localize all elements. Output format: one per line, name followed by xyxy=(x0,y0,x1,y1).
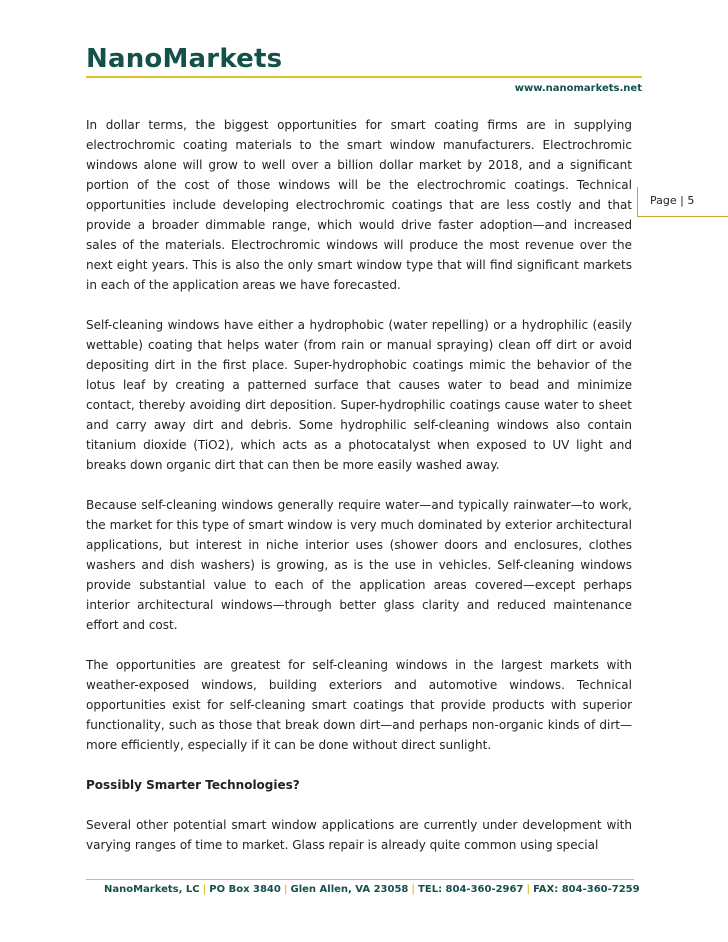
page-number-marker xyxy=(637,187,728,217)
paragraph-opportunities: The opportunities are greatest for self-cleaning windows in the largest markets with weather-exposed windows, building exteriors and automotive windows. Technical opportunities exist for self-cleaning smart coatings that provide products with superior functionality, such as those that break down dirt—and perhaps non-organic kinds of dirt—more efficiently, especially if it can be done without direct sunlight. xyxy=(86,658,632,752)
footer-separator: | xyxy=(202,884,207,895)
footer-po-box: PO Box 3840 xyxy=(209,884,281,895)
page-number-label: Page | 5 xyxy=(650,194,695,207)
paragraph-electrochromic: In dollar terms, the biggest opportunities for smart coating firms are in supplying electrochromic coating materials to the smart window manufacturers. Electrochromic windows alone will grow to well over a billion dollar market by 2018, and a significant portion of the cost of those windows will be the electrochromic coatings. Technical opportunities include developing electrochromic coatings that are less costly and that provide a broader dimmable range, which would drive faster adoption—and increased sales of the materials. Electrochromic windows will produce the most revenue over the next eight years. This is also the only smart window type that will find significant markets in each of the application areas we have forecasted. xyxy=(86,118,632,292)
footer-contact xyxy=(104,884,640,895)
footer-separator: | xyxy=(283,884,288,895)
footer-separator: | xyxy=(411,884,416,895)
paragraph-self-cleaning-markets: Because self-cleaning windows generally require water—and typically rainwater—to work, the market for this type of smart window is very much dominated by exterior architectural applications, but interest in niche interior uses (shower doors and enclosures, clothes washers and dish washers) is growing, as is the use in vehicles. Self-cleaning windows provide substantial value to each of the application areas covered—except perhaps interior architectural windows—through better glass clarity and reduced maintenance effort and cost. xyxy=(86,498,632,632)
paragraph-self-cleaning-coatings: Self-cleaning windows have either a hydrophobic (water repelling) or a hydrophilic (easily wettable) coating that helps water (from rain or manual spraying) clean off dirt or avoid depositing dirt in the first place. Super-hydrophobic coatings mimic the behavior of the lotus leaf by creating a patterned surface that causes water to bead and minimize contact, thereby avoiding dirt deposition. Super-hydrophilic coatings cause water to sheet and carry away dirt and debris. Some hydrophilic self-cleaning windows also contain titanium dioxide (TiO2), which acts as a photocatalyst when exposed to UV light and breaks down organic dirt that can then be more easily washed away. xyxy=(86,318,632,472)
website-url[interactable]: www.nanomarkets.net xyxy=(514,83,642,94)
footer-telephone: TEL: 804-360-2967 xyxy=(418,884,524,895)
section-heading: Possibly Smarter Technologies? xyxy=(86,778,300,792)
footer-rule xyxy=(86,879,634,880)
paragraph-other-applications: Several other potential smart window applications are currently under development with varying ranges of time to market. Glass repair is already quite common using special xyxy=(86,818,632,852)
footer-fax: FAX: 804-360-7259 xyxy=(533,884,640,895)
brand-logo-text: NanoMarkets xyxy=(86,44,283,74)
footer-separator: | xyxy=(526,884,531,895)
header-rule xyxy=(86,76,642,78)
document-body xyxy=(86,115,632,875)
footer-company: NanoMarkets, LC xyxy=(104,884,200,895)
footer-address: Glen Allen, VA 23058 xyxy=(290,884,409,895)
